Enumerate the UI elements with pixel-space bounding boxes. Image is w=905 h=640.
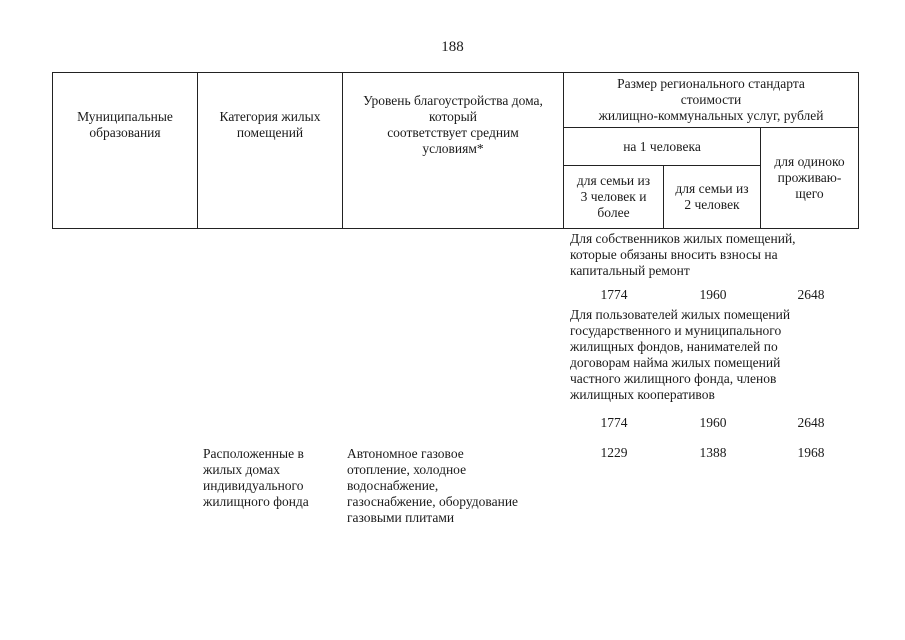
header-per-person: на 1 человека <box>564 128 761 166</box>
header-category: Категория жилых помещений <box>198 73 343 229</box>
header-family-2: для семьи из 2 человек <box>664 166 761 229</box>
owners-label: Для собственников жилых помещений, которые обязаны вносить взносы на капитальный ремонт <box>570 231 796 278</box>
users-label: Для пользователей жилых помещений государственного и муниципального жилищных фондов, нанимателей по договорам найма жилых помещений частного жилищного фонда, членов жилищных кооперативов <box>570 307 791 402</box>
individual-category: Расположенные в жилых домах индивидуального жилищного фонда <box>203 446 309 509</box>
table-header <box>52 72 859 229</box>
individual-value-family-2: 1388 <box>699 445 727 460</box>
users-value-family-2: 1960 <box>699 415 727 430</box>
header-standard-size: Размер регионального стандарта стоимости жилищно-коммунальных услуг, рублей <box>564 73 859 128</box>
header-family-3: для семьи из 3 человек и более <box>564 166 664 229</box>
header-single: для одиноко проживаю- щего <box>761 128 859 229</box>
owners-value-family-3: 1774 <box>600 287 628 302</box>
owners-value-single: 2648 <box>797 287 825 302</box>
individual-value-single: 1968 <box>797 445 825 460</box>
owners-value-family-2: 1960 <box>699 287 727 302</box>
users-value-single: 2648 <box>797 415 825 430</box>
users-value-family-3: 1774 <box>600 415 628 430</box>
header-municipal: Муниципальные образования <box>53 73 198 229</box>
individual-value-family-3: 1229 <box>600 445 628 460</box>
page-number: 188 <box>441 39 464 55</box>
header-comfort-level: Уровень благоустройства дома, который соответствует средним условиям* <box>343 73 564 229</box>
individual-comfort-level: Автономное газовое отопление, холодное водоснабжение, газоснабжение, оборудование газовыми плитами <box>347 446 519 525</box>
